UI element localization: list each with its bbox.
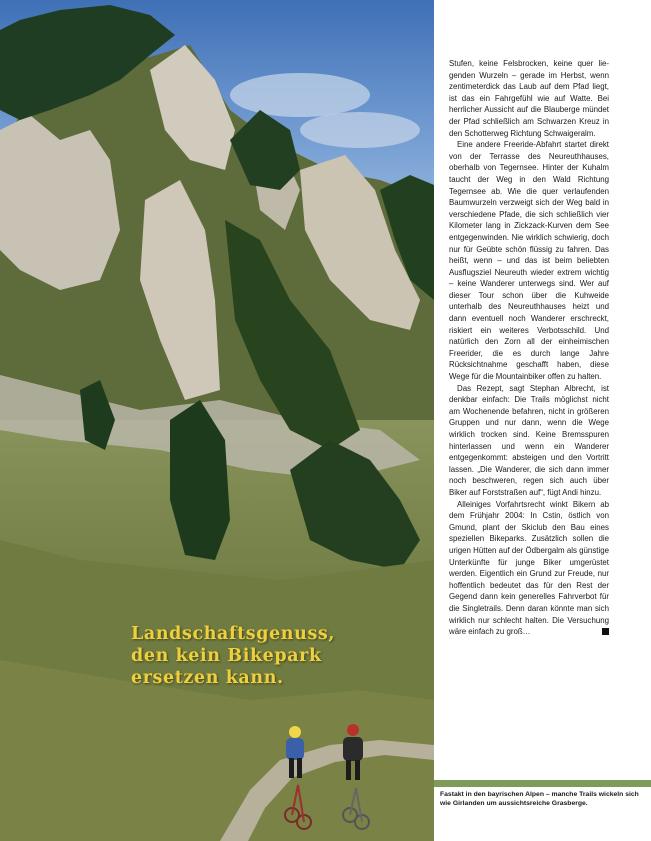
photo-caption: Fastakt in den bayrischen Alpen – manche Trails wickeln sich wie Girlanden um aussichtsreiche Grasberge. xyxy=(440,791,639,808)
article-paragraph-last xyxy=(449,499,609,638)
article-paragraph: Das Rezept, sagt Stephan Albrecht, ist denkbar einfach: Die Trails möglichst nicht am Wochenende befahren, nicht in größeren Gruppen und nur dann, wenn die Wege wirklich trocken sind. Keine Bremsspuren hinterlassen und wenn ein Wanderer entgegenkommt: absteigen und den Vortritt lassen. „Die Wanderer, die sich dann immer noch beschweren, regen sich auch über Biker auf Forststraßen auf“, fügt Andi hinzu. xyxy=(449,383,609,497)
photo-headline xyxy=(131,623,421,689)
article-paragraph: Stufen, keine Felsbrocken, keine quer liegenden Wurzeln – gerade im Herbst, wenn zentimeterdick das Laub auf dem Pfad liegt, ist das ein Fahrgefühl wie auf Watte. Bei herrlicher Aussicht auf die Blauberge mündet der Pfad schließlich am Schwarzen Kreuz in den Schotterweg Richtung Schwaigeralm. xyxy=(449,59,609,138)
article-paragraph: Eine andere Freeride-Abfahrt startet direkt von der Terrasse des Neureuthhauses, oberhalb von Tegernsee. Hinter der Kuhalm taucht der Weg in den Wald Richtung Tegernsee ab. Wie die quer verlaufenden Baumwurzeln verzweigt sich der Weg bald in verschiedene Pfade, die sich schließlich vier Kilometer lang in Zickzack-Kurven dem See entgegenwinden. Nie wirklich schwierig, doch nur für Geübte schön flüssig zu fahren. Das heißt, wenn – und das ist beim beliebten Ausflugsziel Neureuth wieder extrem wichtig – keine Wanderer unterwegs sind. Wer auf dieser Tour schon über die Kuhweide unterhalb des Neureuthhauses heizt und dann eventuell noch Wanderer erschreckt, riskiert ein weiteres Verbotsschild. Und natürlich den Zorn all der einheimischen Freerider, die es durch lange Jahre Rücksichtnahme geschafft haben, diese Wege für die Mountainbiker offen zu halten. xyxy=(449,140,609,382)
end-mark-icon xyxy=(602,628,609,635)
article-paragraph-text: Alleiniges Vorfahrtsrecht winkt Bikern ab dem Frühjahr 2004: In Cstin, östlich von Gmund, plant der Skiclub den Bau eines speziellen Bikeparks. Zusätzlich sollen die urigen Hütten auf der Ödbergalm als günstige Unterkünfte für junge Biker umgerüstet werden. Eigentlich ein Grund zur Freude, nur hoffentlich bedeutet das für den Rest der Gegend dann kein generelles Fahrverbot für die Singletrails. Denn daran könnte man sich wirklich nur schlecht halten. Die Versuchung wäre einfach zu groß… xyxy=(449,499,609,637)
article-text-column xyxy=(449,58,609,638)
headline-line: ersetzen kann. xyxy=(131,668,284,688)
headline-line: den kein Bikepark xyxy=(131,646,322,666)
caption-bar xyxy=(434,780,651,787)
headline-line: Landschaftsgenuss, xyxy=(131,624,336,644)
